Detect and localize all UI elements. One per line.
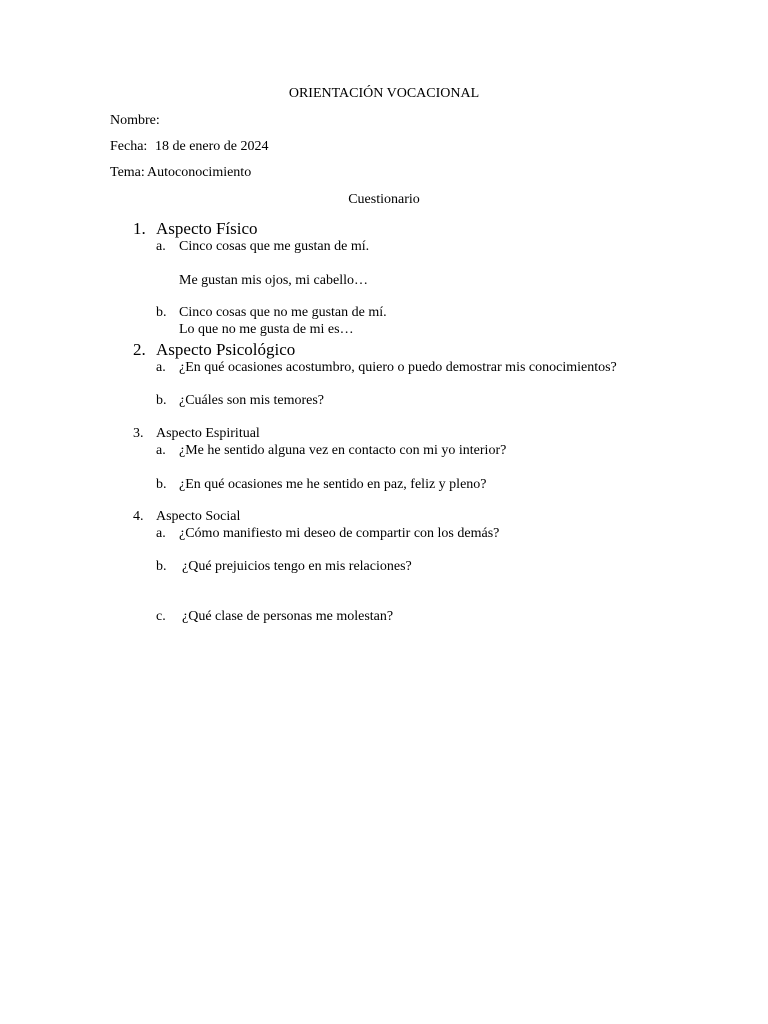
item-letter: b. [156,477,167,492]
item-letter: b. [156,559,167,574]
section-heading: Aspecto Social [156,509,241,524]
fecha-value: 18 de enero de 2024 [155,139,269,154]
item-letter: a. [156,443,166,458]
document-title: ORIENTACIÓN VOCACIONAL [288,86,480,101]
section-number: 2. [133,340,146,359]
tema-label: Tema: [110,165,145,180]
fecha-label: Fecha: [110,139,148,154]
question-text: Cinco cosas que me gustan de mí. [179,239,370,254]
item-letter: b. [156,393,167,408]
item-letter: b. [156,305,167,320]
section-number: 4. [133,509,144,524]
question-text: ¿Qué prejuicios tengo en mis relaciones? [182,559,412,574]
tema-value: Autoconocimiento [147,165,252,180]
item-letter: a. [156,239,166,254]
section-heading: Aspecto Físico [156,219,258,238]
item-letter: a. [156,360,166,375]
section-heading: Aspecto Psicológico [156,340,296,359]
questionnaire-subtitle: Cuestionario [348,192,420,207]
nombre-label: Nombre: [110,113,160,128]
question-text: ¿En qué ocasiones me he sentido en paz, feliz y pleno? [179,477,487,492]
question-text: ¿Cómo manifiesto mi deseo de compartir con los demás? [179,526,500,541]
answer-text: Me gustan mis ojos, mi cabello… [179,273,368,288]
question-text: Cinco cosas que no me gustan de mí. [179,305,387,320]
item-letter: a. [156,526,166,541]
question-text: ¿En qué ocasiones acostumbro, quiero o puedo demostrar mis conocimientos? [179,360,617,375]
answer-text: Lo que no me gusta de mi es… [179,322,354,337]
item-letter: c. [156,609,166,624]
question-text: ¿Qué clase de personas me molestan? [182,609,394,624]
section-number: 1. [133,219,146,238]
question-text: ¿Me he sentido alguna vez en contacto con mi yo interior? [179,443,507,458]
section-number: 3. [133,426,144,441]
section-heading: Aspecto Espiritual [156,426,260,441]
question-text: ¿Cuáles son mis temores? [179,393,325,408]
